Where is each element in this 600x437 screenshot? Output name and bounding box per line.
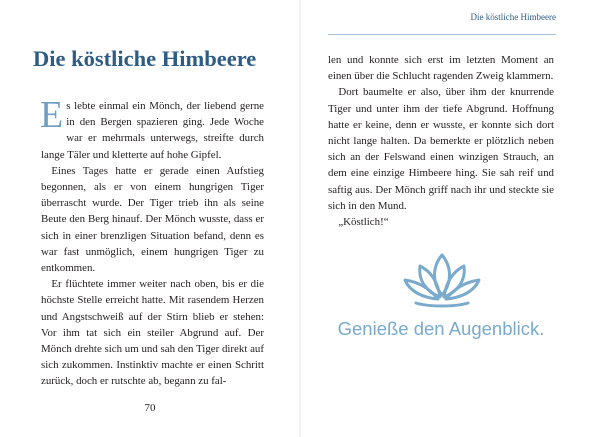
- header-rule: [328, 34, 556, 35]
- paragraph: „Köstlich!“: [338, 216, 389, 229]
- paragraph: Er flüchtete immer weiter nach oben, bis er die höchste Stelle erreicht hatte. Mit rasendem Herzen und Angstschweiß auf der Stirn blieb er stehen: Vor ihm tat sich ein steiler Abgrund auf. Der Mönch drehte sich um und sah den Tiger direkt auf sich zukommen. Instinktiv machte er einen Schritt zurück, doch er rutschte ab, begann zu fal-: [41, 278, 264, 388]
- page-number: 70: [144, 402, 156, 414]
- paragraph: [40, 94, 264, 163]
- right-page: [300, 0, 600, 437]
- paragraph: Dort baumelte er also, über ihm der knurrende Tiger und unter ihm der tiefe Abgrund. Hoffnung hatte er keine, denn er wusste, er konnte sich dort nicht lange halten. Da bemerkte er plötzlich neben sich an der Felswand einen winzigen Strauch, an dem eine einzige Himbeere hing. Sie sah reif und saftig aus. Der Mönch griff nach ihr und steckte sie sich in den Mund.: [328, 86, 554, 212]
- drop-cap: E: [40, 94, 64, 136]
- paragraph: Eines Tages hatte er gerade einen Aufstieg begonnen, als er von einem hungrigen Tiger überrascht wurde. Der Tiger trieb ihn als seine Beute den Berg hinauf. Der Mönch wusste, dass er sich in einer brenzligen Situation befand, denn es war fast unmöglich, einem hungrigen Tiger zu entkommen.: [41, 164, 264, 275]
- paragraph: len und konnte sich erst im letzten Moment an einen über die Schlucht ragenden Zweig klammern.: [328, 54, 554, 83]
- paragraph-text: s lebte einmal ein Mönch, der liebend gerne in den Bergen spazieren ging. Jede Woche war er mehrmals unterwegs, streifte durch lange Täler und kletterte auf hohe Gipfel.: [41, 100, 264, 161]
- chapter-title: Die köstliche Himbeere: [33, 46, 257, 71]
- left-body-text: [40, 94, 264, 390]
- lotus-icon: [402, 251, 482, 309]
- closing-line: Genieße den Augenblick.: [337, 318, 545, 339]
- right-body-text: [328, 52, 554, 230]
- running-header: Die köstliche Himbeere: [470, 12, 556, 22]
